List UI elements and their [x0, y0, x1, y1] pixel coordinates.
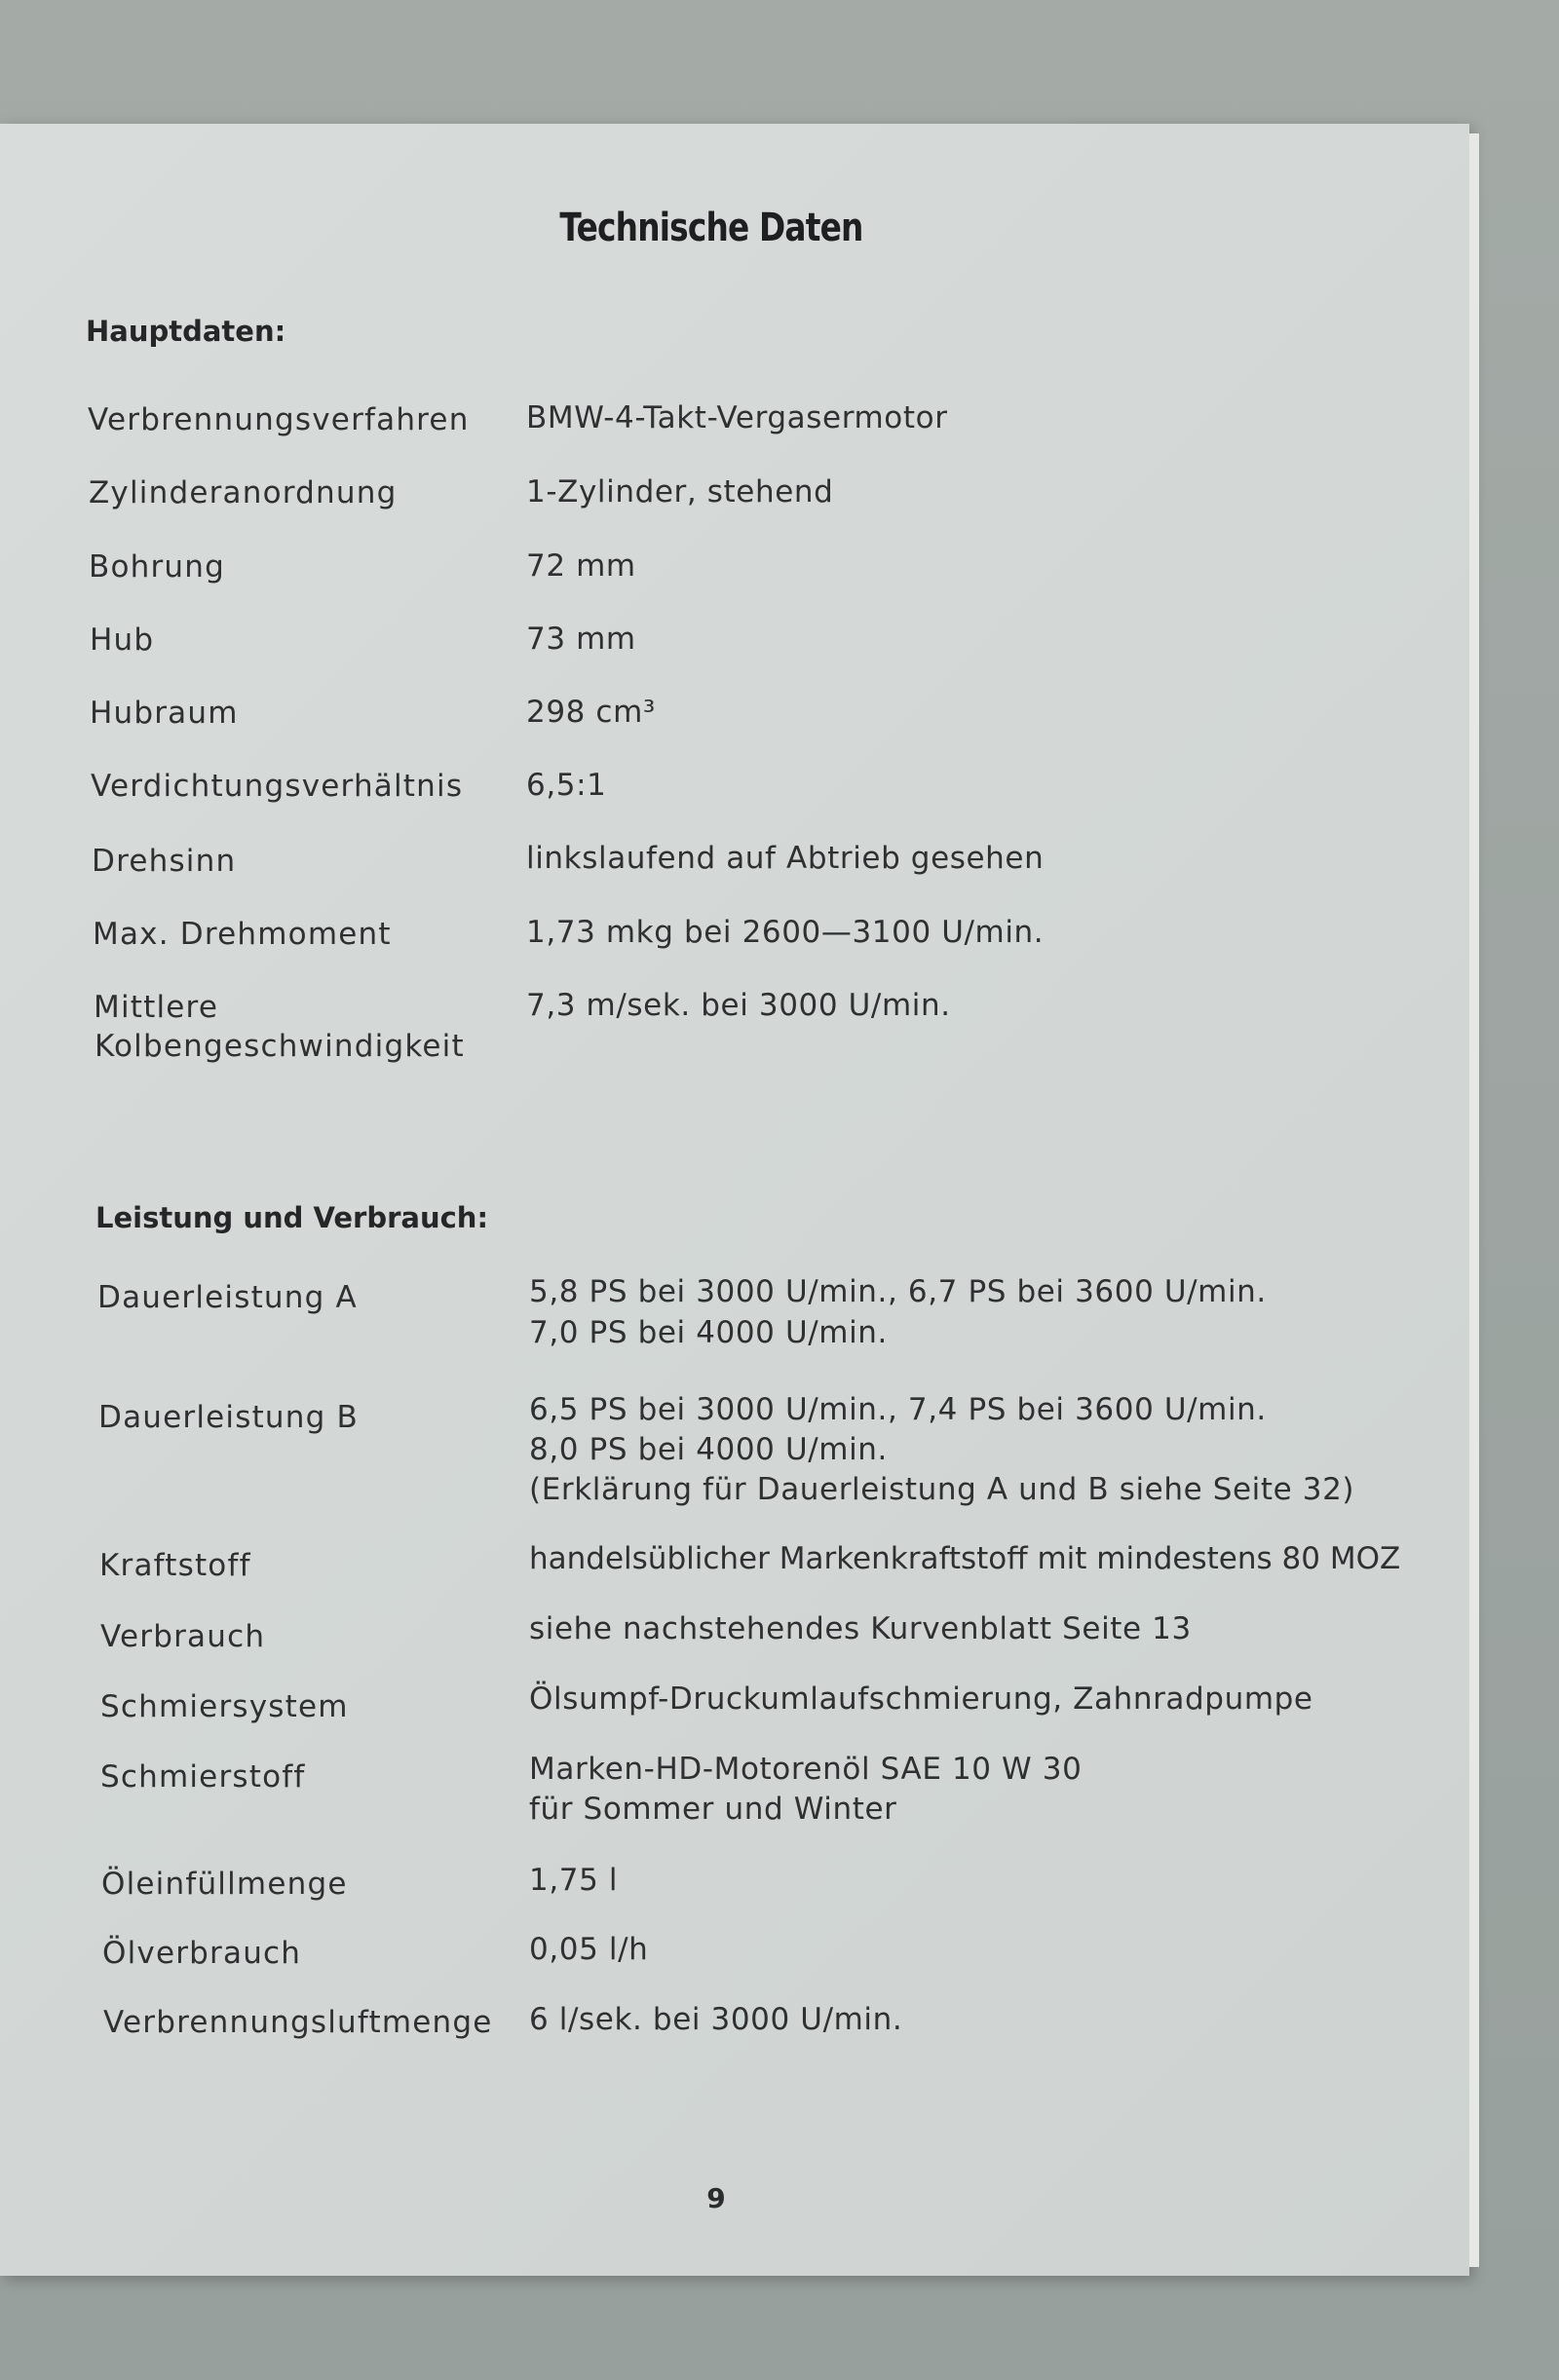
spec-value: 7,0 PS bei 4000 U/min.: [529, 1315, 888, 1350]
spec-label: Ölverbrauch: [102, 1936, 302, 1971]
spec-value: 6,5:1: [526, 768, 607, 803]
spec-value: 6 l/sek. bei 3000 U/min.: [529, 2002, 903, 2037]
spec-value: linkslaufend auf Abtrieb gesehen: [526, 841, 1045, 876]
spec-label: Drehsinn: [92, 844, 237, 879]
spec-label: Verbrauch: [100, 1619, 266, 1654]
spec-label: Hubraum: [90, 696, 239, 731]
spec-label: Schmierstoff: [100, 1759, 306, 1794]
spec-label: Kolbengeschwindigkeit: [95, 1029, 465, 1064]
spec-value: 1-Zylinder, stehend: [526, 474, 834, 510]
spec-value: 0,05 l/h: [529, 1932, 649, 1967]
spec-label: Hub: [90, 623, 155, 658]
spec-label: Max. Drehmoment: [93, 917, 392, 952]
document-page: [0, 124, 1469, 2276]
page-title: Technische Daten: [559, 206, 863, 250]
spec-value: 73 mm: [526, 622, 636, 657]
spec-value: 6,5 PS bei 3000 U/min., 7,4 PS bei 3600 U/min.: [529, 1392, 1267, 1427]
spec-value: Ölsumpf-Druckumlaufschmierung, Zahnradpumpe: [529, 1681, 1313, 1717]
spec-label: Bohrung: [89, 549, 225, 585]
spec-label: Verbrennungsluftmenge: [103, 2005, 493, 2040]
section-heading-main: Hauptdaten:: [86, 315, 286, 348]
spec-value: für Sommer und Winter: [529, 1792, 897, 1827]
spec-label: Mittlere: [94, 990, 219, 1025]
spec-value: 5,8 PS bei 3000 U/min., 6,7 PS bei 3600 U/min.: [529, 1274, 1267, 1309]
spec-value: siehe nachstehendes Kurvenblatt Seite 13: [529, 1611, 1192, 1646]
page-number: 9: [706, 2182, 726, 2214]
spec-label: Verbrennungsverfahren: [88, 402, 470, 437]
spec-label: Verdichtungsverhältnis: [91, 769, 464, 804]
spec-label: Öleinfüllmenge: [101, 1867, 348, 1902]
spec-value: BMW-4-Takt-Vergasermotor: [526, 400, 948, 435]
spec-label: Dauerleistung B: [98, 1400, 360, 1435]
spec-value: 298 cm³: [526, 695, 656, 730]
spec-label: Dauerleistung A: [97, 1280, 358, 1315]
spec-value: Marken-HD-Motorenöl SAE 10 W 30: [529, 1752, 1083, 1787]
page-edge: [1469, 133, 1479, 2267]
spec-value: (Erklärung für Dauerleistung A und B siehe Seite 32): [529, 1472, 1355, 1507]
spec-value: handelsüblicher Markenkraftstoff mit mindestens 80 MOZ: [529, 1541, 1401, 1576]
section-heading-performance: Leistung und Verbrauch:: [95, 1201, 489, 1234]
spec-value: 8,0 PS bei 4000 U/min.: [529, 1432, 888, 1467]
spec-value: 1,73 mkg bei 2600—3100 U/min.: [526, 915, 1045, 950]
spec-value: 1,75 l: [529, 1863, 619, 1898]
spec-label: Kraftstoff: [99, 1548, 251, 1583]
spec-value: 72 mm: [526, 548, 636, 584]
spec-value: 7,3 m/sek. bei 3000 U/min.: [526, 988, 951, 1023]
spec-label: Schmiersystem: [100, 1689, 349, 1724]
spec-label: Zylinderanordnung: [89, 475, 398, 510]
